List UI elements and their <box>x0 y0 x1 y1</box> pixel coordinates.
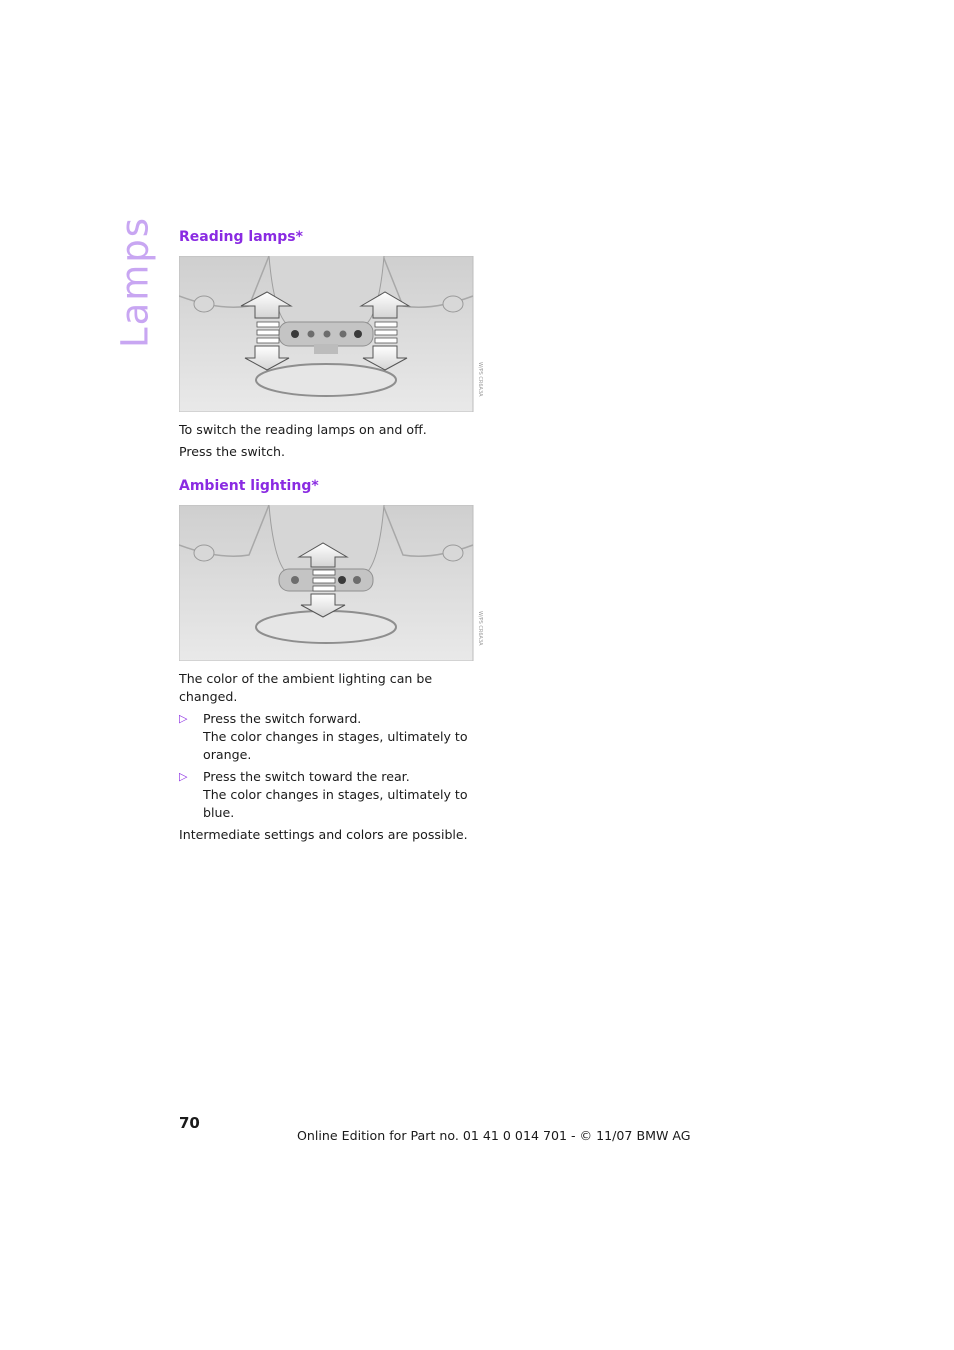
reading-lamps-text-1: To switch the reading lamps on and off. <box>179 422 427 437</box>
bullet-line-2: The color changes in stages, ultimately to blue. <box>203 787 468 820</box>
reading-lamps-illustration <box>179 256 483 412</box>
section-heading-reading-lamps: Reading lamps* <box>179 229 303 245</box>
chapter-side-tab <box>113 215 157 349</box>
bullet-line-2: The color changes in stages, ultimately to orange. <box>203 729 468 762</box>
section-heading-ambient-lighting: Ambient lighting* <box>179 478 319 494</box>
chapter-side-tab-label: Lamps <box>113 215 157 349</box>
ambient-lighting-intro: The color of the ambient lighting can be changed. <box>179 671 433 704</box>
illustration-code: W/PS CR6A3A <box>477 362 483 397</box>
illustration-code: W/PS CR6A3A <box>477 611 483 646</box>
bullet-triangle-icon: ▷ <box>179 770 188 783</box>
page-number: 70 <box>179 1114 200 1132</box>
bullet-line-1: Press the switch toward the rear. <box>203 769 410 784</box>
ambient-lighting-illustration <box>179 505 483 661</box>
bullet-triangle-icon: ▷ <box>179 712 188 725</box>
bullet-line-1: Press the switch forward. <box>203 711 362 726</box>
reading-lamps-text-2: Press the switch. <box>179 444 286 459</box>
footer-text: Online Edition for Part no. 01 41 0 014 701 - © 11/07 BMW AG <box>297 1128 691 1143</box>
ambient-lighting-closing: Intermediate settings and colors are possible. <box>179 827 468 842</box>
